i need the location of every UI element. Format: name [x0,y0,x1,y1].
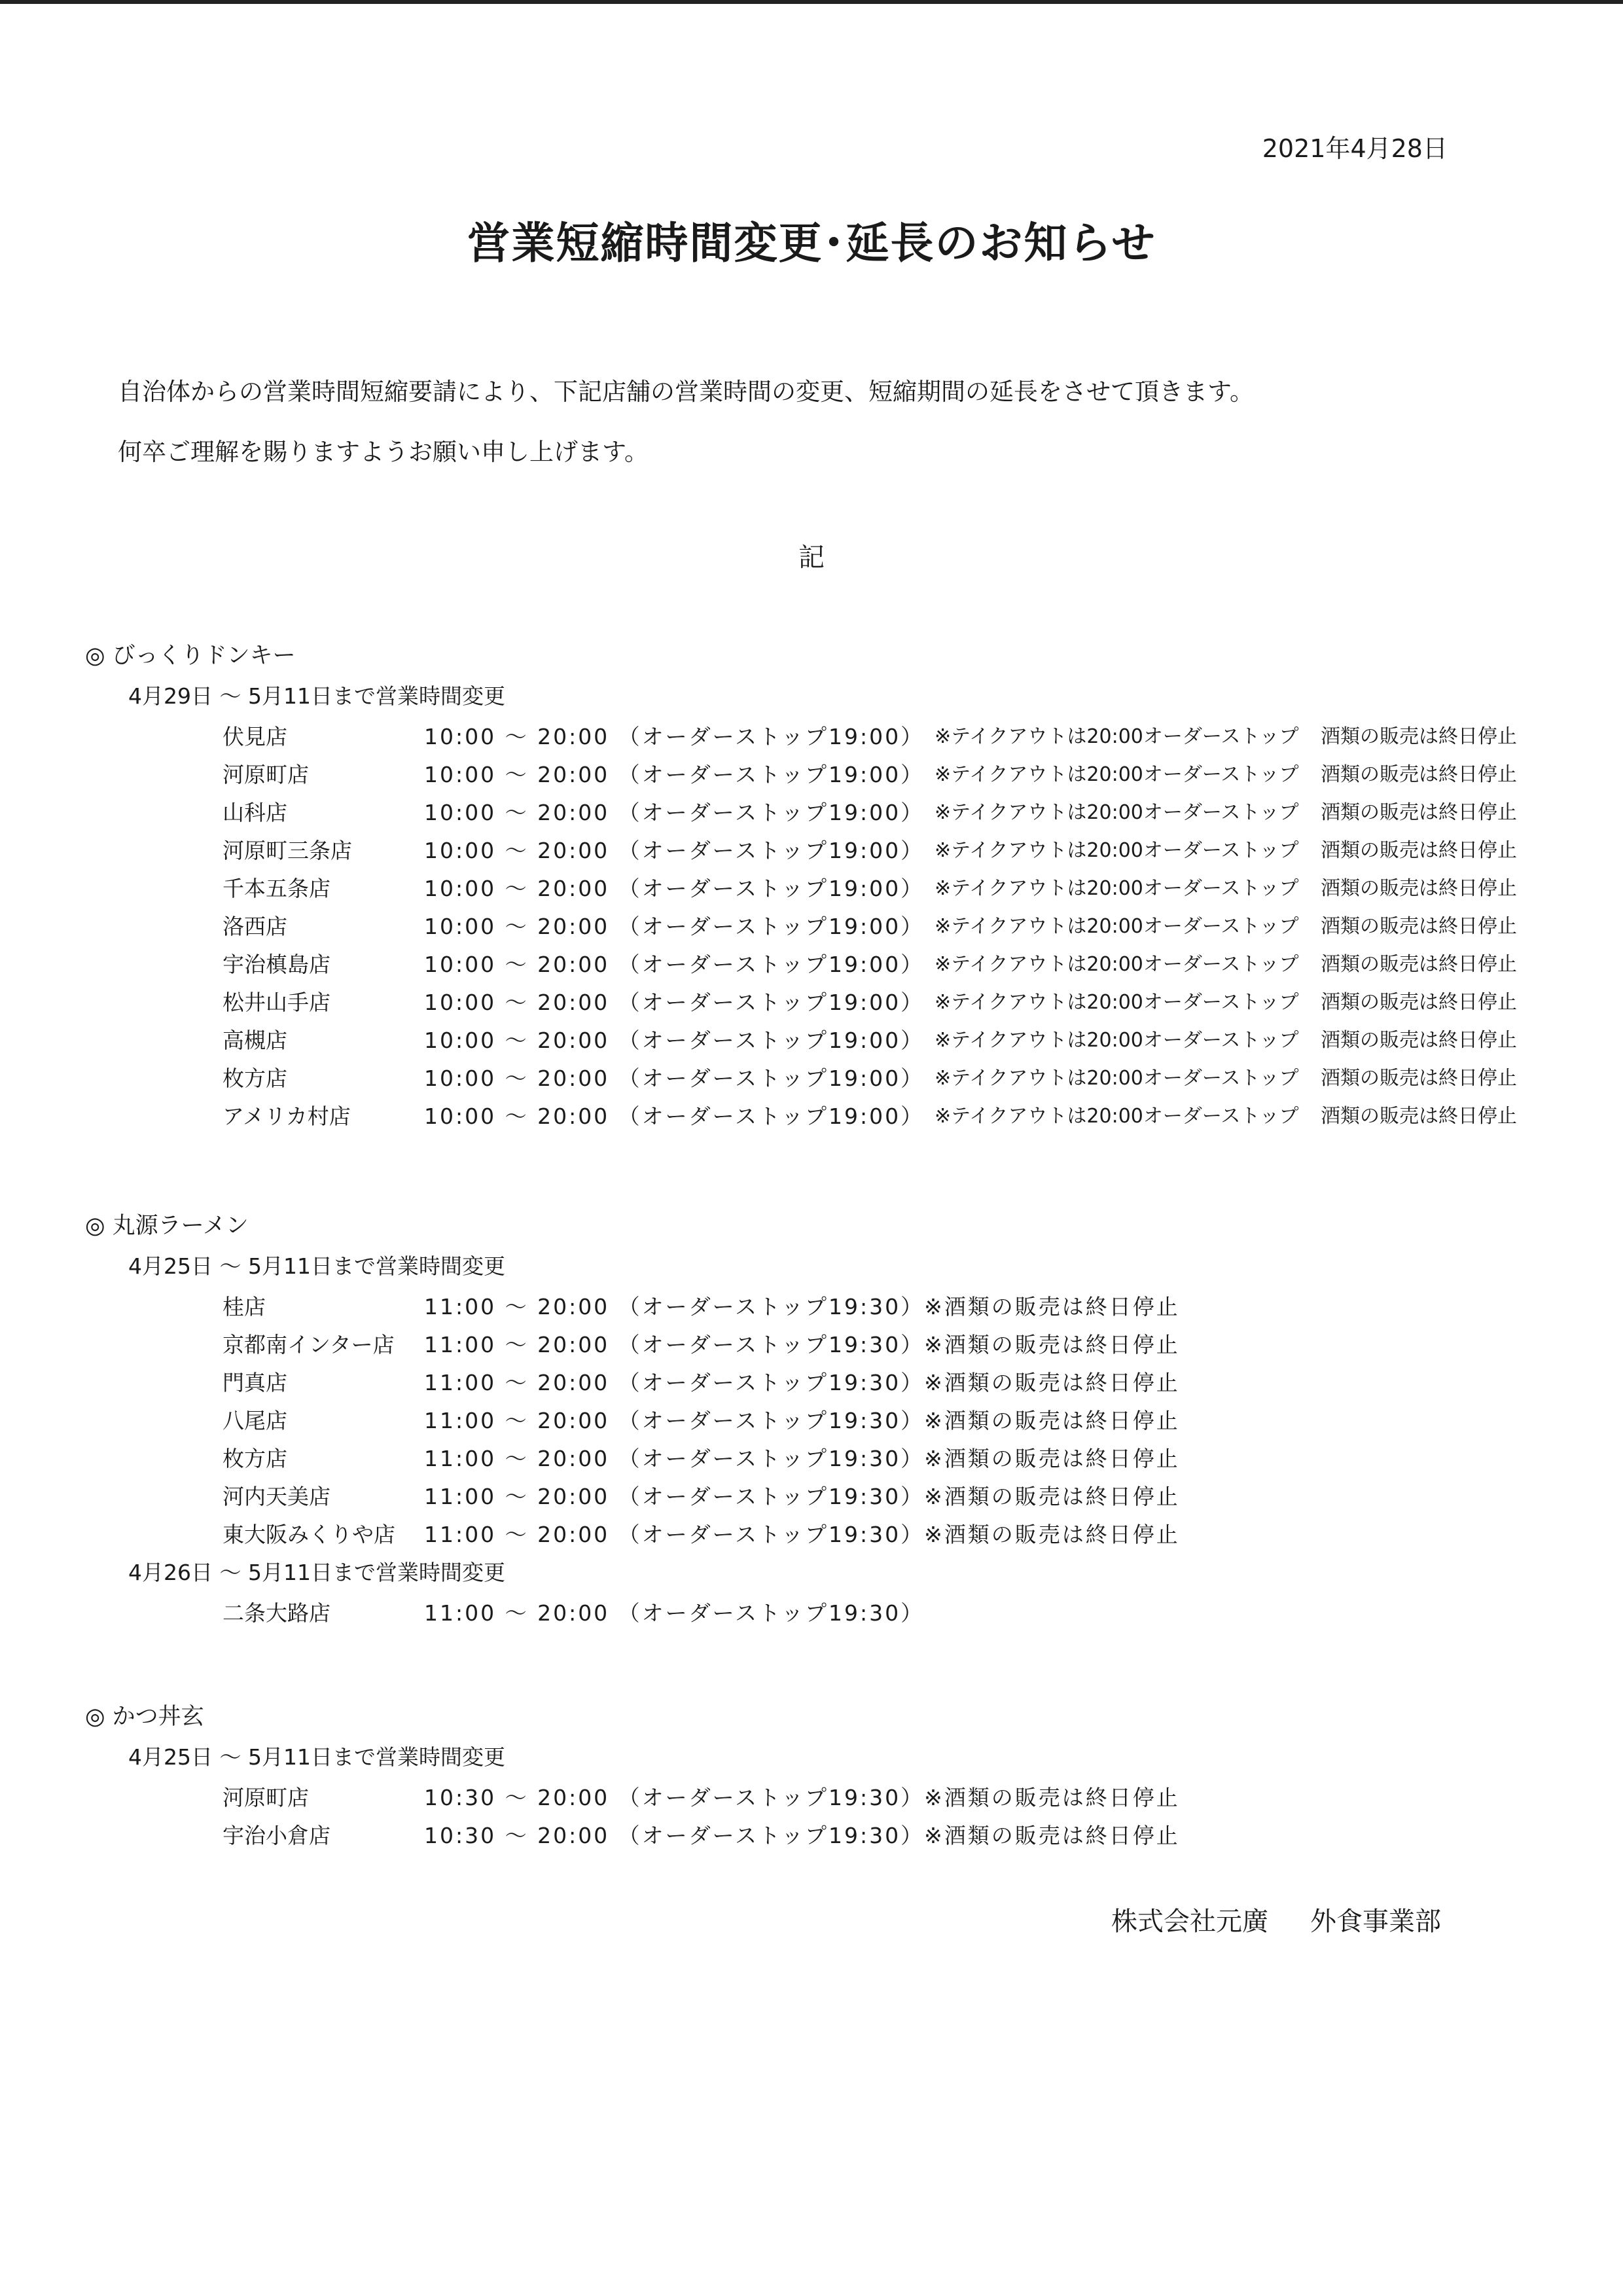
brand-heading: ◎ かつ丼玄 [85,1704,204,1730]
store-row [0,1404,1623,1442]
store-name: 宇治槙島店 [223,952,330,977]
period-label: 4月25日 ～ 5月11日まで営業時間変更 [128,1744,505,1770]
store-row [0,1480,1623,1518]
store-hours: 10:30 ～ 20:00 （オーダーストップ19:30）※酒類の販売は終日停止 [424,1823,1180,1848]
document-date: 2021年4月28日 [1262,134,1448,163]
store-row [0,1518,1623,1556]
store-hours: 10:00 ～ 20:00 （オーダーストップ19:00） [424,990,925,1015]
store-row [0,758,1623,796]
store-hours: 11:00 ～ 20:00 （オーダーストップ19:30）※酒類の販売は終日停止 [424,1332,1180,1357]
store-hours: 11:00 ～ 20:00 （オーダーストップ19:30）※酒類の販売は終日停止 [424,1408,1180,1433]
store-name: 山科店 [223,800,287,825]
alcohol-note: 酒類の販売は終日停止 [1321,1067,1517,1090]
period-label: 4月29日 ～ 5月11日まで営業時間変更 [128,683,505,709]
store-hours: 10:00 ～ 20:00 （オーダーストップ19:00） [424,762,925,787]
store-row [0,1290,1623,1328]
store-hours: 10:00 ～ 20:00 （オーダーストップ19:00） [424,952,925,977]
store-name: 門真店 [223,1370,287,1395]
store-hours: 11:00 ～ 20:00 （オーダーストップ19:30）※酒類の販売は終日停止 [424,1294,1180,1319]
scan-top-border [0,0,1623,4]
store-name: 伏見店 [223,724,287,749]
store-row [0,986,1623,1024]
store-hours: 11:00 ～ 20:00 （オーダーストップ19:30）※酒類の販売は終日停止 [424,1446,1180,1471]
takeout-note: ※テイクアウトは20:00オーダーストップ [935,763,1299,786]
takeout-note: ※テイクアウトは20:00オーダーストップ [935,801,1299,824]
store-name: 河原町店 [223,1785,309,1810]
store-hours: 10:00 ～ 20:00 （オーダーストップ19:00） [424,1066,925,1091]
store-row [0,910,1623,948]
alcohol-note: 酒類の販売は終日停止 [1321,915,1517,938]
store-name: 二条大路店 [223,1600,330,1626]
alcohol-note: 酒類の販売は終日停止 [1321,1105,1517,1128]
department-name: 外食事業部 [1310,1907,1441,1937]
store-name: 千本五条店 [223,876,330,901]
store-name: 桂店 [223,1294,266,1319]
store-name: 河原町三条店 [223,838,352,863]
period-label: 4月26日 ～ 5月11日まで営業時間変更 [128,1560,505,1585]
store-row [0,720,1623,758]
store-hours: 11:00 ～ 20:00 （オーダーストップ19:30）※酒類の販売は終日停止 [424,1484,1180,1509]
store-row [0,796,1623,834]
takeout-note: ※テイクアウトは20:00オーダーストップ [935,725,1299,748]
store-name: 八尾店 [223,1408,287,1433]
intro-line-2: 何卒ご理解を賜りますようお願い申し上げます。 [118,438,649,466]
takeout-note: ※テイクアウトは20:00オーダーストップ [935,839,1299,862]
period-label: 4月25日 ～ 5月11日まで営業時間変更 [128,1253,505,1279]
intro-line-1: 自治体からの営業時間短縮要請により、下記店舗の営業時間の変更、短縮期間の延長をさせて頂きます。 [118,378,1255,406]
store-row [0,1100,1623,1138]
alcohol-note: 酒類の販売は終日停止 [1321,725,1517,748]
alcohol-note: 酒類の販売は終日停止 [1321,1029,1517,1052]
store-hours: 10:00 ～ 20:00 （オーダーストップ19:00） [424,914,925,939]
store-hours: 10:00 ～ 20:00 （オーダーストップ19:00） [424,1103,925,1129]
store-row [0,1442,1623,1480]
brand-heading: ◎ 丸源ラーメン [85,1213,249,1239]
store-name: 河原町店 [223,762,309,787]
takeout-note: ※テイクアウトは20:00オーダーストップ [935,953,1299,976]
takeout-note: ※テイクアウトは20:00オーダーストップ [935,915,1299,938]
store-row [0,1328,1623,1366]
store-row [0,872,1623,910]
store-row [0,1366,1623,1404]
takeout-note: ※テイクアウトは20:00オーダーストップ [935,877,1299,900]
store-row [0,1596,1623,1634]
alcohol-note: 酒類の販売は終日停止 [1321,839,1517,862]
store-name: 京都南インター店 [223,1332,395,1357]
alcohol-note: 酒類の販売は終日停止 [1321,801,1517,824]
store-name: アメリカ村店 [223,1103,351,1129]
store-name: 東大阪みくりや店 [223,1522,395,1547]
store-hours: 10:00 ～ 20:00 （オーダーストップ19:00） [424,1028,925,1053]
store-row [0,1819,1623,1857]
store-name: 洛西店 [223,914,287,939]
store-name: 枚方店 [223,1066,287,1091]
alcohol-note: 酒類の販売は終日停止 [1321,763,1517,786]
brand-heading: ◎ びっくりドンキー [85,643,296,669]
store-hours: 11:00 ～ 20:00 （オーダーストップ19:30） [424,1600,925,1626]
store-hours: 10:00 ～ 20:00 （オーダーストップ19:00） [424,724,925,749]
takeout-note: ※テイクアウトは20:00オーダーストップ [935,1105,1299,1128]
signature [1111,1901,1441,1938]
store-hours: 11:00 ～ 20:00 （オーダーストップ19:30）※酒類の販売は終日停止 [424,1522,1180,1547]
store-name: 高槻店 [223,1028,287,1053]
store-hours: 10:30 ～ 20:00 （オーダーストップ19:30）※酒類の販売は終日停止 [424,1785,1180,1810]
store-name: 宇治小倉店 [223,1823,330,1848]
takeout-note: ※テイクアウトは20:00オーダーストップ [935,991,1299,1014]
takeout-note: ※テイクアウトは20:00オーダーストップ [935,1029,1299,1052]
store-name: 枚方店 [223,1446,287,1471]
store-row [0,1024,1623,1062]
store-name: 河内天美店 [223,1484,330,1509]
store-row [0,1062,1623,1100]
alcohol-note: 酒類の販売は終日停止 [1321,953,1517,976]
company-name: 株式会社元廣 [1111,1907,1268,1937]
alcohol-note: 酒類の販売は終日停止 [1321,991,1517,1014]
takeout-note: ※テイクアウトは20:00オーダーストップ [935,1067,1299,1090]
alcohol-note: 酒類の販売は終日停止 [1321,877,1517,900]
store-row [0,1781,1623,1819]
store-hours: 10:00 ～ 20:00 （オーダーストップ19:00） [424,838,925,863]
page-title: 営業短縮時間変更･延長のお知らせ [467,218,1156,268]
store-hours: 11:00 ～ 20:00 （オーダーストップ19:30）※酒類の販売は終日停止 [424,1370,1180,1395]
store-name: 松井山手店 [223,990,330,1015]
ki-heading: 記 [798,543,825,573]
store-row [0,948,1623,986]
store-hours: 10:00 ～ 20:00 （オーダーストップ19:00） [424,800,925,825]
store-hours: 10:00 ～ 20:00 （オーダーストップ19:00） [424,876,925,901]
store-row [0,834,1623,872]
